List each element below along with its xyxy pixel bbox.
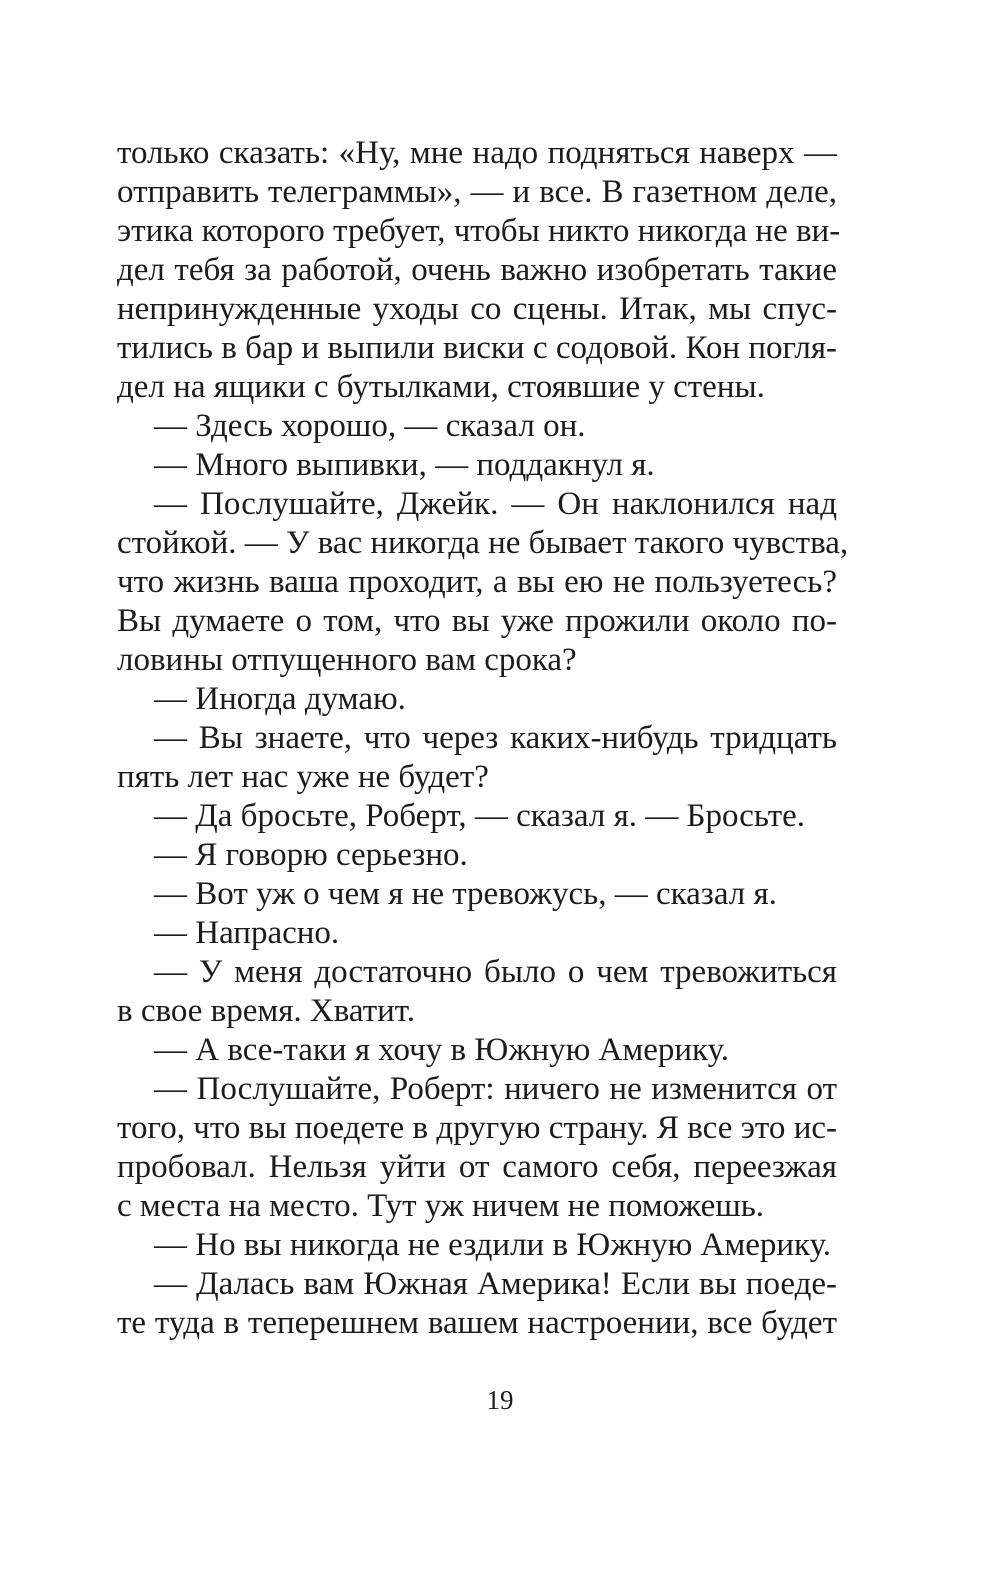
dialogue-line: — Вы знаете, что через каких-нибудь тридцать: [154, 720, 837, 756]
text-line: дел тебя за работой, очень важно изобретать такие: [117, 252, 837, 288]
text-line: в свое время. Хватит.: [117, 993, 415, 1029]
text-line: ловины отпущенного вам срока?: [117, 642, 577, 678]
dialogue-line: — Но вы никогда не ездили в Южную Америку.: [154, 1227, 832, 1263]
dialogue-line: — А все-таки я хочу в Южную Америку.: [154, 1032, 730, 1068]
text-line: стойкой. — У вас никогда не бывает такого чувства,: [117, 525, 849, 561]
text-line: тились в бар и выпили виски с содовой. Кон погля-: [117, 330, 837, 366]
dialogue-line: — Напрасно.: [154, 915, 340, 951]
text-line: пробовал. Нельзя уйти от самого себя, переезжая: [117, 1149, 837, 1185]
text-line: непринужденные уходы со сцены. Итак, мы спус-: [117, 291, 837, 327]
dialogue-line: — Далась вам Южная Америка! Если вы поеде-: [154, 1266, 837, 1302]
dialogue-line: — Здесь хорошо, — сказал он.: [154, 408, 586, 444]
page-number: 19: [486, 1385, 514, 1415]
dialogue-line: — Вот уж о чем я не тревожусь, — сказал я.: [154, 876, 777, 912]
text-line: того, что вы поедете в другую страну. Я все это ис-: [117, 1110, 837, 1146]
text-line: что жизнь ваша проходит, а вы ею не пользуетесь?: [117, 564, 837, 600]
body-text: [117, 134, 849, 1343]
text-line: этика которого требует, чтобы никто никогда не ви-: [117, 213, 841, 249]
dialogue-line: — Много выпивки, — поддакнул я.: [154, 447, 655, 483]
dialogue-line: — Послушайте, Джейк. — Он наклонился над: [154, 486, 837, 522]
text-line: только сказать: «Ну, мне надо подняться наверх —: [117, 135, 837, 171]
text-line: отправить телеграммы», — и все. В газетном деле,: [117, 174, 837, 210]
text-line: пять лет нас уже не будет?: [117, 759, 489, 795]
text-line: те туда в теперешнем вашем настроении, все будет: [117, 1305, 837, 1341]
text-line: с места на место. Тут уж ничем не поможешь.: [117, 1188, 765, 1224]
text-line: дел на ящики с бутылками, стоявшие у стены.: [117, 369, 765, 405]
dialogue-line: — Иногда думаю.: [154, 681, 406, 717]
dialogue-line: — У меня достаточно было о чем тревожиться: [154, 954, 837, 990]
dialogue-line: — Я говорю серьезно.: [154, 837, 468, 873]
dialogue-line: — Да бросьте, Роберт, — сказал я. — Бросьте.: [154, 798, 806, 834]
dialogue-line: — Послушайте, Роберт: ничего не изменится от: [154, 1071, 837, 1107]
text-line: Вы думаете о том, что вы уже прожили около по-: [117, 603, 837, 639]
